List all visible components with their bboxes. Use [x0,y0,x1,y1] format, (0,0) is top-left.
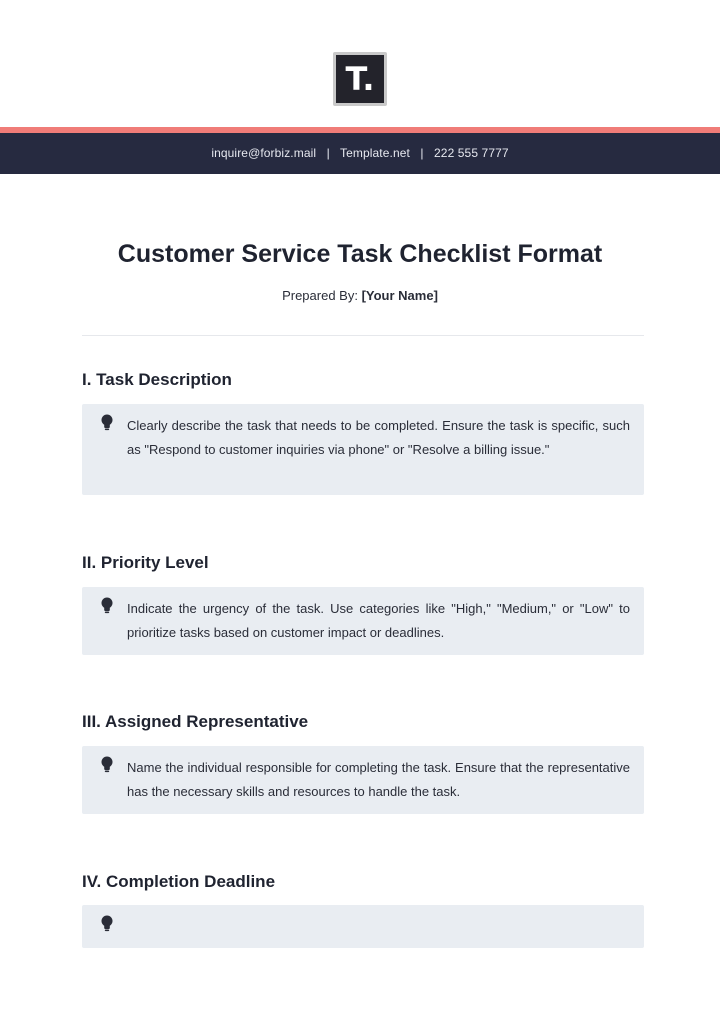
section-text: Name the individual responsible for completing the task. Ensure that the representative has the necessary skills and resources to handle the task. [127,760,630,799]
contact-website[interactable]: Template.net [340,146,410,160]
section-text: Clearly describe the task that needs to be completed. Ensure the task is specific, such as "Respond to customer inquiries via phone" or "Resolve a billing issue." [127,418,630,457]
lightbulb-icon [100,915,114,933]
divider [82,335,644,336]
contact-separator: | [326,146,330,160]
section-box-assigned-representative [82,746,644,814]
prepared-by-label: Prepared By: [282,288,358,303]
contact-separator: | [420,146,424,160]
section-heading-priority-level: II. Priority Level [82,553,209,572]
contact-phone: 222 555 7777 [434,146,509,160]
section-heading-assigned-representative: III. Assigned Representative [82,712,309,731]
section-box-priority-level [82,587,644,655]
section-heading-task-description: I. Task Description [82,370,232,389]
contact-bar [0,133,720,174]
lightbulb-icon [100,597,114,615]
contact-email[interactable]: inquire@forbiz.mail [211,146,317,160]
document-title: Customer Service Task Checklist Format [117,240,603,268]
prepared-by [0,288,720,303]
section-box-completion-deadline [82,905,644,948]
template-logo-icon: T. [336,55,384,103]
prepared-by-value: [Your Name] [361,288,438,303]
lightbulb-icon [100,756,114,774]
logo [333,52,387,106]
section-text: Indicate the urgency of the task. Use categories like "High," "Medium," or "Low" to prioritize tasks based on customer impact or deadlines. [127,601,630,640]
section-box-task-description [82,404,644,495]
section-heading-completion-deadline: IV. Completion Deadline [82,872,276,891]
lightbulb-icon [100,414,114,432]
